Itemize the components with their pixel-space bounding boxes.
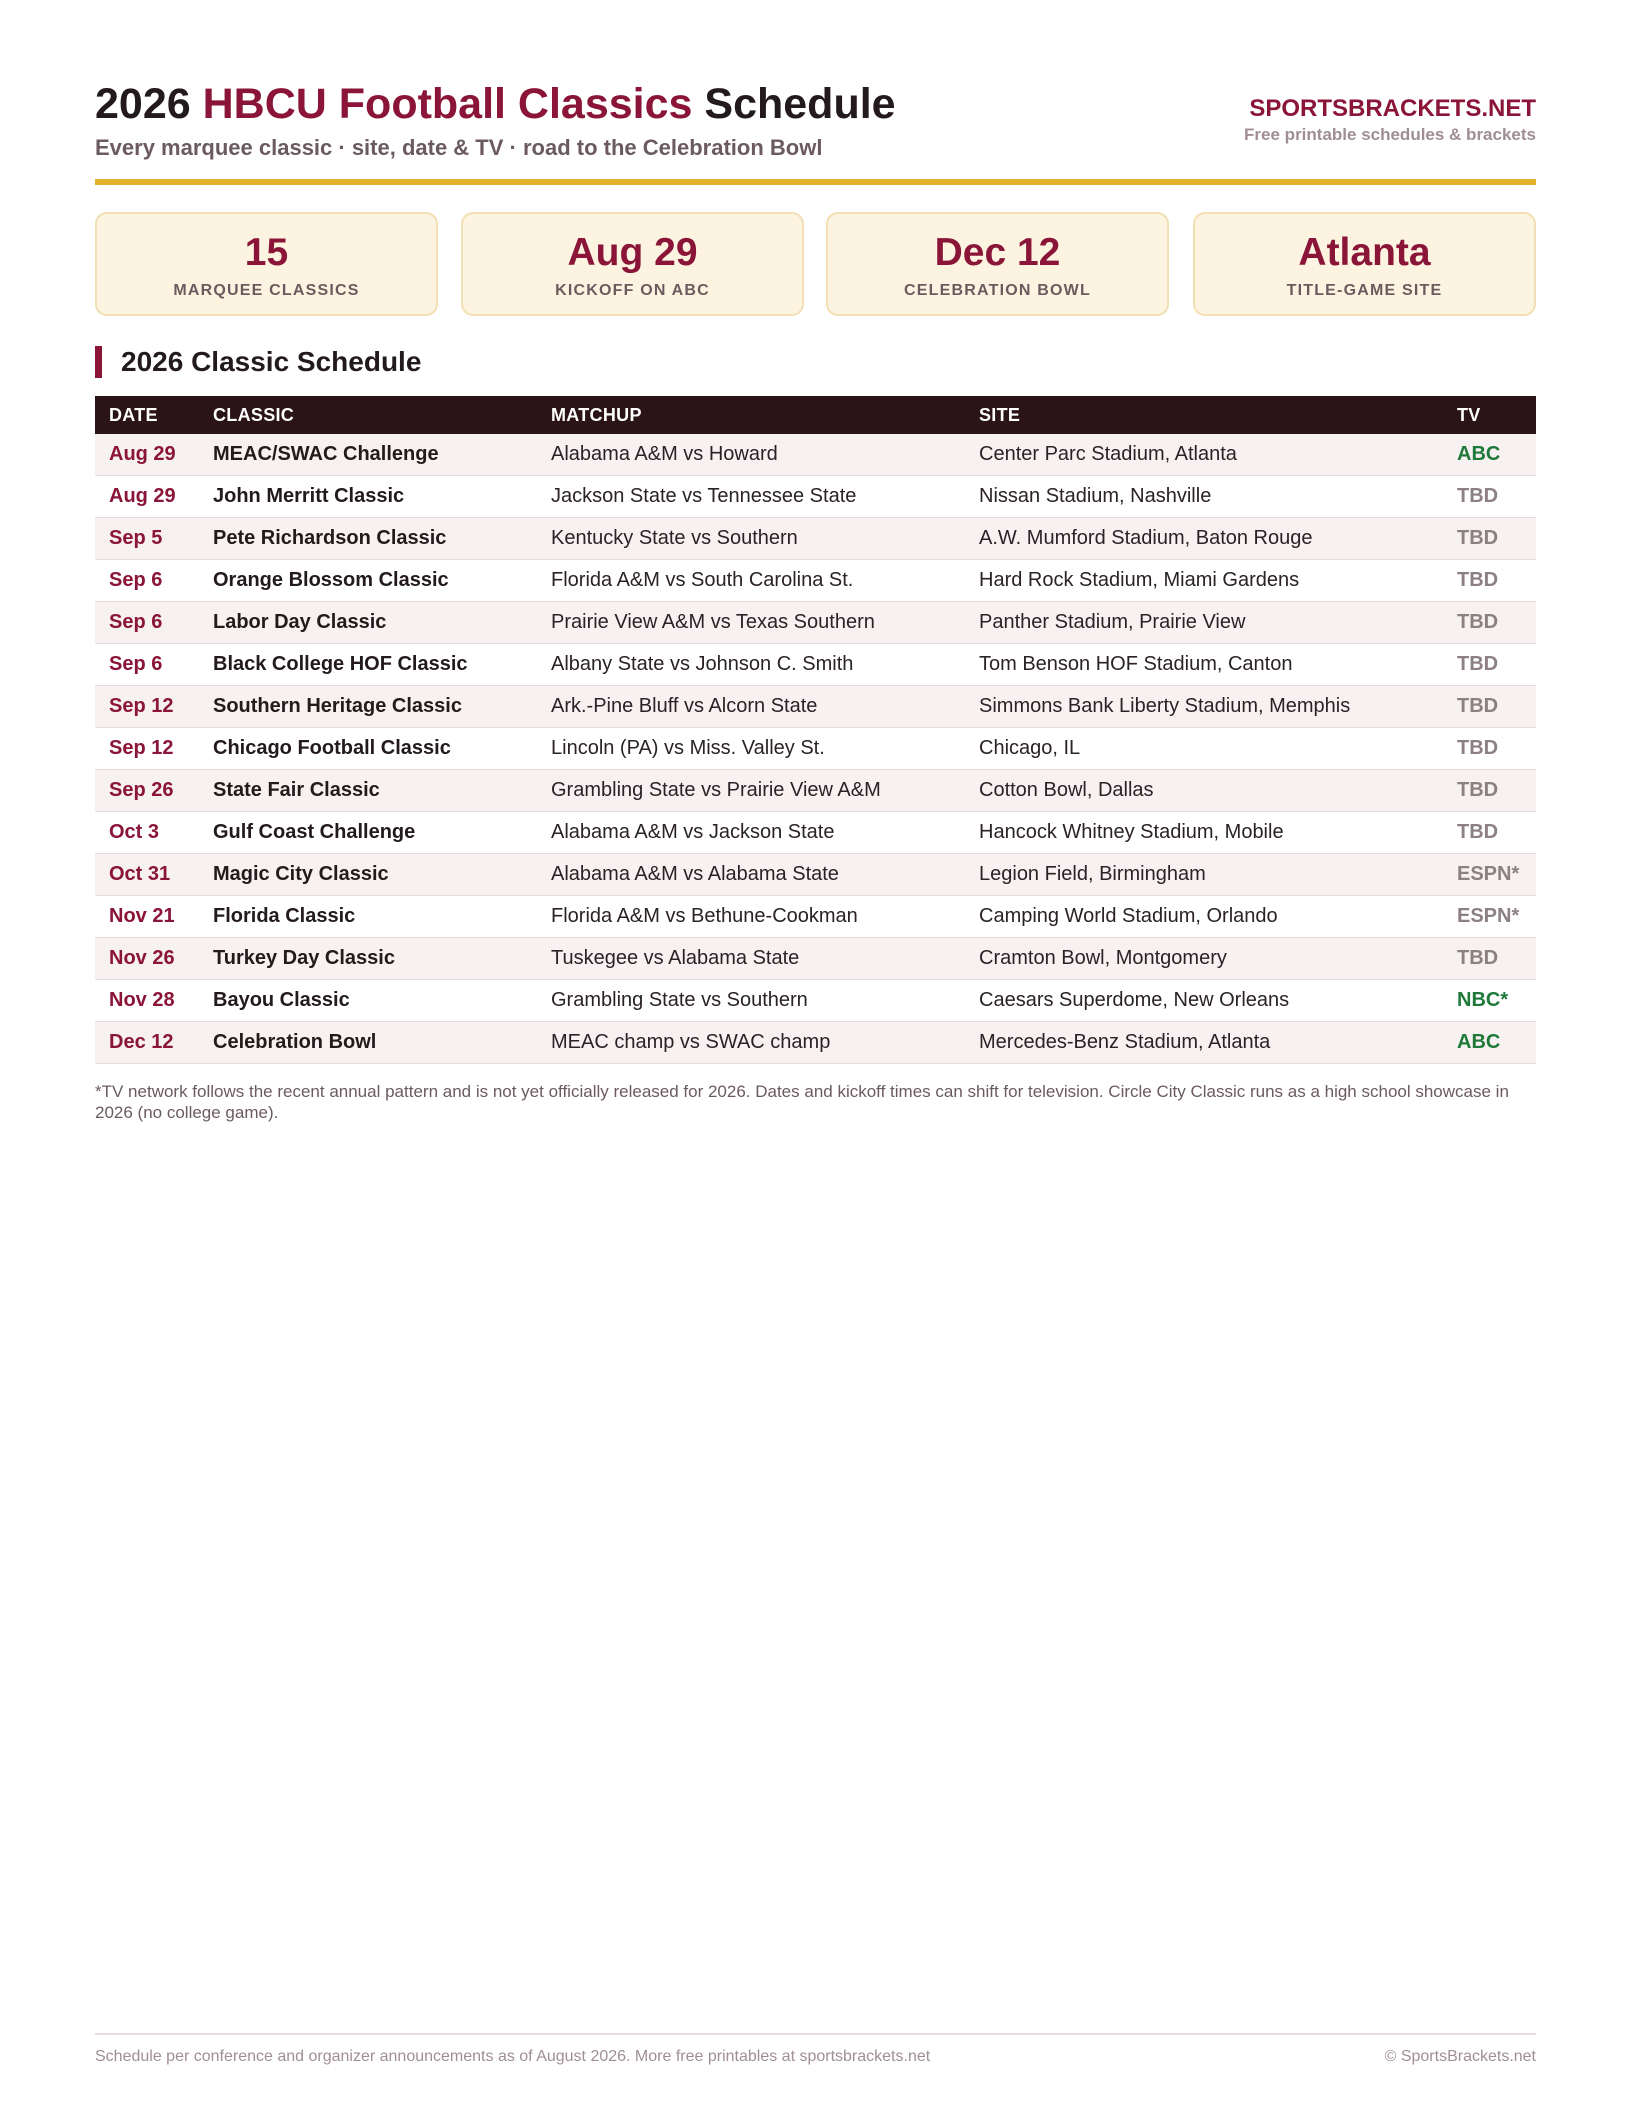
column-header-classic: CLASSIC (199, 396, 537, 434)
column-header-site: SITE (965, 396, 1443, 434)
date-cell: Oct 3 (95, 812, 199, 854)
page-title (95, 78, 896, 130)
column-header-date: DATE (95, 396, 199, 434)
title-tail: Schedule (704, 80, 896, 128)
site-cell: Hard Rock Stadium, Miami Gardens (965, 560, 1443, 602)
site-cell: Nissan Stadium, Nashville (965, 476, 1443, 518)
date-cell: Sep 12 (95, 728, 199, 770)
stat-label: CELEBRATION BOWL (904, 282, 1091, 299)
section-title: 2026 Classic Schedule (121, 346, 422, 377)
tv-cell: TBD (1443, 476, 1536, 518)
stat-value: Atlanta (1298, 231, 1431, 274)
stat-card-classics (95, 212, 438, 316)
classic-cell: Black College HOF Classic (199, 644, 537, 686)
table-header-row (95, 396, 1536, 434)
classic-cell: Pete Richardson Classic (199, 518, 537, 560)
tv-cell: ABC (1443, 1022, 1536, 1064)
site-cell: Simmons Bank Liberty Stadium, Memphis (965, 686, 1443, 728)
tv-cell: TBD (1443, 560, 1536, 602)
site-cell: Legion Field, Birmingham (965, 854, 1443, 896)
site-cell: Camping World Stadium, Orlando (965, 896, 1443, 938)
date-cell: Sep 6 (95, 644, 199, 686)
section-accent-bar (95, 346, 102, 378)
date-cell: Sep 6 (95, 560, 199, 602)
classic-cell: Labor Day Classic (199, 602, 537, 644)
stat-label: KICKOFF ON ABC (555, 282, 710, 299)
classic-cell: MEAC/SWAC Challenge (199, 434, 537, 476)
table-row (95, 602, 1536, 644)
brand-name: SPORTSBRACKETS.NET (1249, 95, 1536, 122)
classic-cell: John Merritt Classic (199, 476, 537, 518)
tv-cell: ESPN* (1443, 854, 1536, 896)
tv-cell: TBD (1443, 770, 1536, 812)
classic-cell: Gulf Coast Challenge (199, 812, 537, 854)
column-header-tv: TV (1443, 396, 1536, 434)
table-row (95, 938, 1536, 980)
table-row (95, 644, 1536, 686)
matchup-cell: Alabama A&M vs Howard (537, 434, 965, 476)
stat-cards (95, 212, 1536, 320)
date-cell: Aug 29 (95, 476, 199, 518)
stat-card-kickoff (461, 212, 804, 316)
matchup-cell: Ark.-Pine Bluff vs Alcorn State (537, 686, 965, 728)
site-cell: Cotton Bowl, Dallas (965, 770, 1443, 812)
tv-cell: ABC (1443, 434, 1536, 476)
table-body (95, 434, 1536, 1064)
tv-cell: TBD (1443, 518, 1536, 560)
table-row (95, 476, 1536, 518)
table-row (95, 812, 1536, 854)
site-cell: Cramton Bowl, Montgomery (965, 938, 1443, 980)
tv-cell: TBD (1443, 686, 1536, 728)
classic-cell: Turkey Day Classic (199, 938, 537, 980)
footer-divider (95, 2033, 1536, 2035)
gold-divider (95, 179, 1536, 185)
matchup-cell: Florida A&M vs South Carolina St. (537, 560, 965, 602)
matchup-cell: Kentucky State vs Southern (537, 518, 965, 560)
column-header-matchup: MATCHUP (537, 396, 965, 434)
tv-cell: ESPN* (1443, 896, 1536, 938)
site-cell: Center Parc Stadium, Atlanta (965, 434, 1443, 476)
classic-cell: Orange Blossom Classic (199, 560, 537, 602)
classic-cell: Bayou Classic (199, 980, 537, 1022)
tv-cell: TBD (1443, 938, 1536, 980)
date-cell: Sep 26 (95, 770, 199, 812)
stat-value: Aug 29 (567, 231, 698, 274)
date-cell: Nov 28 (95, 980, 199, 1022)
matchup-cell: MEAC champ vs SWAC champ (537, 1022, 965, 1064)
table-row (95, 1022, 1536, 1064)
site-cell: Tom Benson HOF Stadium, Canton (965, 644, 1443, 686)
matchup-cell: Jackson State vs Tennessee State (537, 476, 965, 518)
matchup-cell: Alabama A&M vs Alabama State (537, 854, 965, 896)
table-row (95, 980, 1536, 1022)
date-cell: Aug 29 (95, 434, 199, 476)
title-year: 2026 (95, 80, 191, 128)
footer-copyright: © SportsBrackets.net (1384, 2048, 1536, 2065)
tv-cell: TBD (1443, 812, 1536, 854)
table-row (95, 686, 1536, 728)
date-cell: Sep 12 (95, 686, 199, 728)
stat-value: 15 (244, 231, 289, 274)
date-cell: Sep 6 (95, 602, 199, 644)
footer-source-note: Schedule per conference and organizer announcements as of August 2026. More free printables at sportsbrackets.net (95, 2048, 931, 2065)
date-cell: Oct 31 (95, 854, 199, 896)
matchup-cell: Alabama A&M vs Jackson State (537, 812, 965, 854)
stat-card-celebration-bowl (826, 212, 1169, 316)
tv-cell: NBC* (1443, 980, 1536, 1022)
page-header (95, 78, 1536, 178)
brand-tagline: Free printable schedules & brackets (1244, 125, 1536, 144)
table-row (95, 854, 1536, 896)
matchup-cell: Grambling State vs Southern (537, 980, 965, 1022)
stat-value: Dec 12 (934, 231, 1061, 274)
date-cell: Nov 21 (95, 896, 199, 938)
tv-cell: TBD (1443, 644, 1536, 686)
table-row (95, 434, 1536, 476)
table-row (95, 518, 1536, 560)
site-cell: Caesars Superdome, New Orleans (965, 980, 1443, 1022)
table-row (95, 770, 1536, 812)
matchup-cell: Florida A&M vs Bethune-Cookman (537, 896, 965, 938)
tv-footnote: *TV network follows the recent annual pattern and is not yet officially released for 2026. Dates and kickoff times can shift for television. Circle City Classic runs as a high school showcase in 2026 (no college game). (95, 1082, 1509, 1122)
page-subtitle: Every marquee classic · site, date & TV · road to the Celebration Bowl (95, 135, 823, 160)
classic-cell: State Fair Classic (199, 770, 537, 812)
table-row (95, 560, 1536, 602)
matchup-cell: Albany State vs Johnson C. Smith (537, 644, 965, 686)
stat-label: MARQUEE CLASSICS (173, 282, 360, 299)
date-cell: Nov 26 (95, 938, 199, 980)
site-cell: Hancock Whitney Stadium, Mobile (965, 812, 1443, 854)
matchup-cell: Lincoln (PA) vs Miss. Valley St. (537, 728, 965, 770)
matchup-cell: Prairie View A&M vs Texas Southern (537, 602, 965, 644)
schedule-page (95, 0, 1536, 2112)
site-cell: A.W. Mumford Stadium, Baton Rouge (965, 518, 1443, 560)
stat-card-title-site (1193, 212, 1536, 316)
classic-cell: Florida Classic (199, 896, 537, 938)
brand-block (1244, 94, 1536, 146)
date-cell: Dec 12 (95, 1022, 199, 1064)
stat-label: TITLE-GAME SITE (1286, 282, 1443, 299)
site-cell: Mercedes-Benz Stadium, Atlanta (965, 1022, 1443, 1064)
table-row (95, 728, 1536, 770)
matchup-cell: Tuskegee vs Alabama State (537, 938, 965, 980)
classic-cell: Southern Heritage Classic (199, 686, 537, 728)
date-cell: Sep 5 (95, 518, 199, 560)
matchup-cell: Grambling State vs Prairie View A&M (537, 770, 965, 812)
classic-cell: Celebration Bowl (199, 1022, 537, 1064)
table-row (95, 896, 1536, 938)
site-cell: Panther Stadium, Prairie View (965, 602, 1443, 644)
tv-cell: TBD (1443, 728, 1536, 770)
tv-cell: TBD (1443, 602, 1536, 644)
classic-cell: Chicago Football Classic (199, 728, 537, 770)
schedule-table (95, 396, 1536, 1064)
title-accent: HBCU Football Classics (202, 80, 693, 128)
site-cell: Chicago, IL (965, 728, 1443, 770)
classic-cell: Magic City Classic (199, 854, 537, 896)
